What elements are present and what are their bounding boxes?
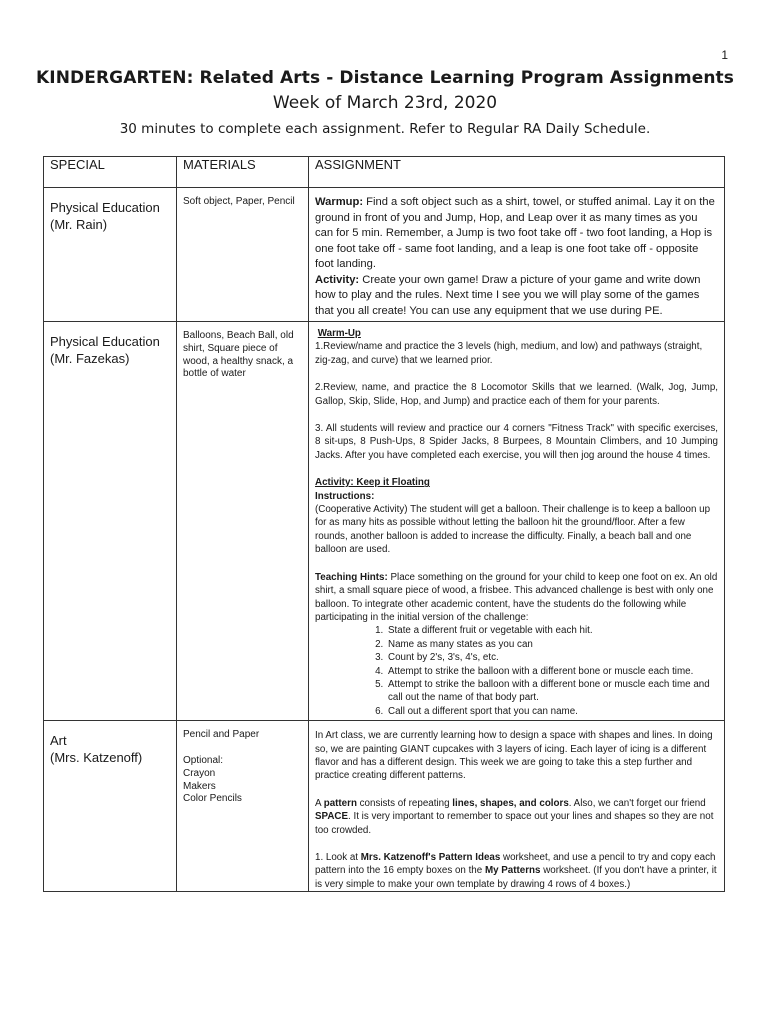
instructions-text: (Cooperative Activity) The student will get a balloon. Their challenge is to keep a balloon up for as many hits as possible without letting the balloon hit the ground/floor. After a few rounds, another balloon is added to increase the difficulty. Finally, a beach ball and one balloon are used. [315,504,711,556]
materials-optional-label: Optional: [183,754,224,766]
list-item: 6. Call out a different sport that you can name. [386,705,718,718]
special-cell [44,322,177,721]
teaching-hints-text: Place something on the ground for your child to keep one foot on ex. An old shirt, a small square piece of wood, a frisbee. This advanced challenge is best with only one balloon. To integrate other academic content, have the students do the following while participating in the initial version of the challenge: [315,571,718,623]
teacher-name: (Mr. Rain) [50,217,108,232]
materials-optional-item: Color Pencils [183,793,242,805]
activity-label: Activity: [315,273,360,286]
assignment-cell [309,322,725,721]
warmup-heading: Warm-Up [317,328,361,339]
teacher-name: (Mr. Fazekas) [50,351,130,366]
column-header-special: SPECIAL [44,157,177,188]
materials-cell: Soft object, Paper, Pencil [177,188,309,322]
warmup-item-3: 3. All students will review and practice our 4 corners "Fitness Track" with specific exercises, 8 sit-ups, 8 Push-Ups, 8 Spider Jacks, 8 Burpees, 8 Mountain Climbers, and 10 Jumping Jacks. After you have completed each exercise, you will then jog around the house 4 times. [315,423,718,461]
art-paragraph-3: 1. Look at Mrs. Katzenoff's Pattern Ideas worksheet, and use a pencil to try and copy each pattern into the 16 empty boxes on the My Patterns worksheet. (If you don't have a printer, it is very simple to make your own template by drawing 4 rows of 4 boxes.) [315,852,717,890]
table-row-art [44,721,725,892]
materials-cell: Balloons, Beach Ball, old shirt, Square piece of wood, a healthy snack, a bottle of water [177,322,309,721]
art-paragraph-2: A pattern consists of repeating lines, shapes, and colors. Also, we can't forget our friend SPACE. It is very important to remember to space out your lines and shapes so they are not too crowded. [315,797,714,836]
special-cell [44,188,177,322]
list-item: 5. Attempt to strike the balloon with a different bone or muscle each time and call out the name of that body part. [386,678,718,705]
column-header-assignment: ASSIGNMENT [309,157,725,188]
teaching-hints-list [315,624,718,718]
materials-optional-item: Makers [183,780,216,792]
special-name: Art [50,733,67,749]
assignment-cell [309,721,725,892]
document-instructions: 30 minutes to complete each assignment. Refer to Regular RA Daily Schedule. [119,121,651,137]
table-header-row [44,157,725,188]
materials-cell [177,721,309,892]
warmup-paragraph [315,195,718,273]
warmup-label: Warmup: [315,196,364,208]
column-header-materials: MATERIALS [177,157,309,188]
warmup-text: Find a soft object such as a shirt, towel, or stuffed animal. Lay it on the ground in front of you and Jump, Hop, and Leap over it as many times as you can for 5 min. Remember, a Jump is two foot take off - two foot landing, a Hop is one foot take off - same foot landing, and a leap is one foot take off - opposite foot landing. [315,196,715,270]
document-title: KINDERGARTEN: Related Arts - Distance Learning Program Assignments [36,68,734,88]
teaching-hints-label: Teaching Hints: [315,571,388,583]
assignment-table [43,156,725,892]
activity-text: Create your own game! Draw a picture of your game and write down how to play and the rules. Next time I see you we will play some of the games that you all create! You can use any equipment that we use during PE. [315,273,701,317]
table-row-pe-rain [44,188,725,322]
warmup-item-2: 2.Review, name, and practice the 8 Locomotor Skills that we learned. (Walk, Jog, Jump, Gallop, Skip, Slide, Hop, and Jump) and practice each of them for your parents. [315,382,718,407]
materials-optional-item: Crayon [183,767,216,779]
list-item: 3. Count by 2's, 3's, 4's, etc. [386,651,718,664]
instructions-label: Instructions: [315,490,375,502]
activity-heading: Activity: Keep it Floating [315,477,430,489]
materials-main: Pencil and Paper [183,729,260,741]
special-name: Physical Education [50,334,160,349]
assignment-cell [309,188,725,322]
special-cell [44,721,177,892]
table-row-pe-fazekas [44,322,725,721]
page-number: 1 [721,48,728,62]
activity-paragraph [315,273,718,320]
teacher-name: (Mrs. Katzenoff) [50,750,143,766]
art-paragraph-1: In Art class, we are currently learning how to design a space with shapes and lines. In doing so, we are painting GIANT cupcakes with 3 layers of icing. Each layer of icing is a different flavor and has a different design. This week we are going to take this a step further and practice creating different patterns. [315,730,713,782]
document-subtitle: Week of March 23rd, 2020 [272,93,498,113]
list-item: 2. Name as many states as you can [386,638,718,651]
list-item: 4. Attempt to strike the balloon with a different bone or muscle each time. [386,665,718,678]
teaching-hints-paragraph [315,571,718,625]
special-name: Physical Education [50,200,160,215]
warmup-item-1: 1.Review/name and practice the 3 levels (high, medium, and low) and pathways (straight, zig-zag, and curve) that we learned prior. [315,341,703,366]
list-item: 1. State a different fruit or vegetable with each hit. [386,624,718,637]
